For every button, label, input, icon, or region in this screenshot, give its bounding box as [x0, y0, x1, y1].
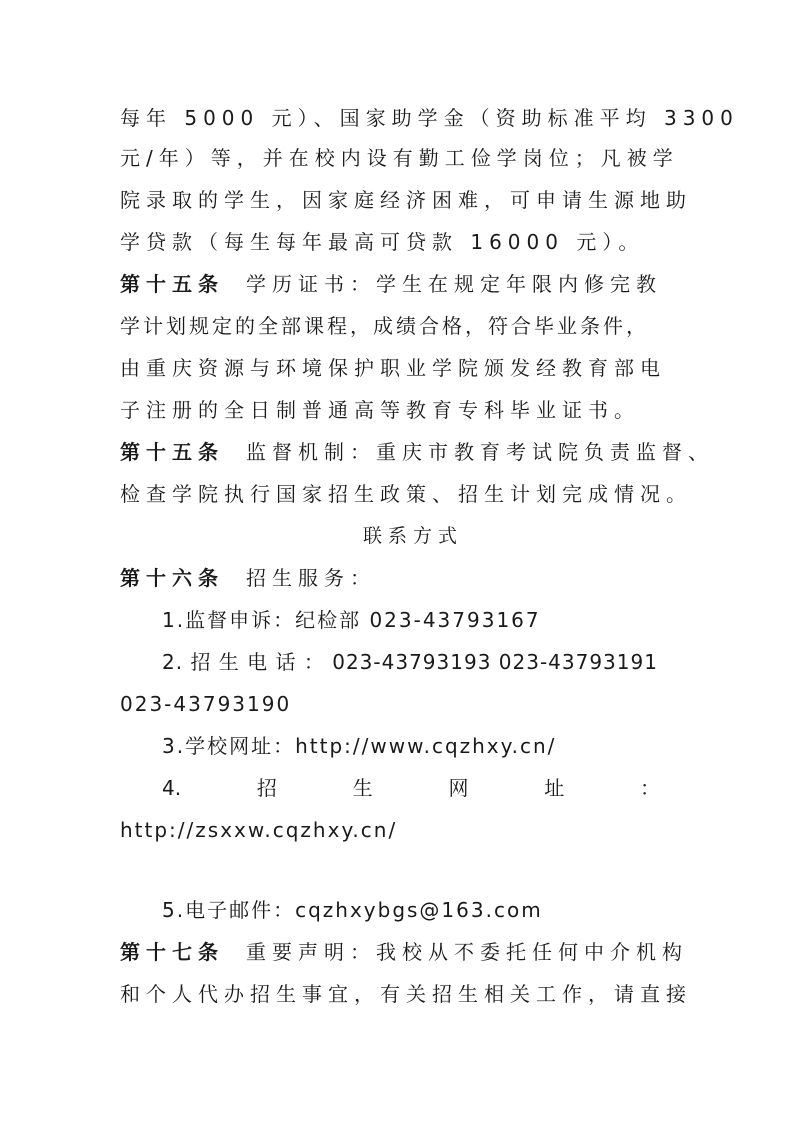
paragraph-line: 元/年）等，并在校内设有勤工俭学岗位；凡被学 — [120, 146, 679, 170]
paragraph-line: 学贷款（每生每年最高可贷款 16000 元）。 — [120, 230, 645, 254]
article-heading: 第十七条 — [120, 940, 224, 964]
paragraph-line: 检查学院执行国家招生政策、招生计划完成情况。 — [120, 482, 692, 506]
paragraph-line: 由重庆资源与环境保护职业学院颁发经教育部电 — [120, 356, 666, 380]
item-char: 生 — [352, 776, 373, 800]
item-char: 招 — [256, 776, 277, 800]
article-heading: 第十六条 — [120, 566, 224, 590]
item-number: 4. — [162, 776, 182, 800]
article-text: 招生服务： — [246, 566, 376, 590]
item-char: 址 — [544, 776, 565, 800]
contact-item-complaint: 1.监督申诉：纪检部 023-43793167 — [162, 608, 541, 632]
article-heading: 第十五条 — [120, 440, 224, 464]
item-colon: ： — [640, 776, 660, 800]
paragraph-line: 和个人代办招生事宜，有关招生相关工作，请直接 — [120, 982, 692, 1006]
article-17-line — [120, 937, 688, 967]
article-16-line — [120, 563, 376, 593]
contact-item-phone-cont: 023-43793190 — [120, 692, 292, 716]
section-title: 联系方式 — [363, 525, 464, 547]
article-15a-line — [120, 269, 662, 299]
paragraph-line: 每年 5000 元）、国家助学金（资助标准平均 3300 — [120, 106, 739, 130]
item-char: 网 — [448, 776, 469, 800]
contact-item-admission-site — [162, 773, 660, 803]
article-text: 学历证书：学生在规定年限内修完教 — [246, 272, 662, 296]
contact-item-website: 3.学校网址：http://www.cqzhxy.cn/ — [162, 734, 557, 758]
article-heading: 第十五条 — [120, 272, 224, 296]
contact-item-phone: 2. 招 生 电 话 ： 023-43793193 023-43793191 — [162, 650, 658, 674]
article-15b-line — [120, 437, 714, 467]
contact-item-email: 5.电子邮件：cqzhxybgs@163.com — [162, 898, 543, 922]
paragraph-line: 学计划规定的全部课程，成绩合格，符合毕业条件， — [120, 314, 649, 338]
admission-site-url: http://zsxxw.cqzhxy.cn/ — [120, 818, 398, 842]
paragraph-line: 院录取的学生，因家庭经济困难，可申请生源地助 — [120, 188, 692, 212]
article-text: 重要声明：我校从不委托任何中介机构 — [246, 940, 688, 964]
article-text: 监督机制：重庆市教育考试院负责监督、 — [246, 440, 714, 464]
paragraph-line: 子注册的全日制普通高等教育专科毕业证书。 — [120, 398, 640, 422]
